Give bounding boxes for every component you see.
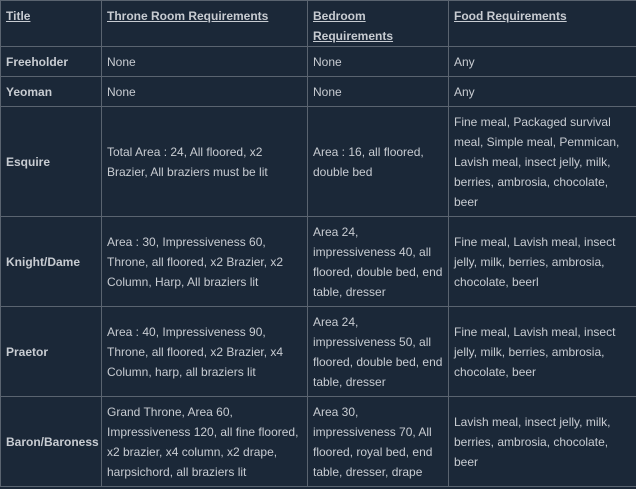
header-bedroom[interactable]: Bedroom Requirements [308, 1, 449, 47]
row-title: Yeoman [1, 77, 102, 107]
row-title: Esquire [1, 107, 102, 217]
table-row [1, 77, 636, 107]
food-cell: Fine meal, Lavish meal, insect jelly, milk, berries, ambrosia, chocolate, beer [449, 307, 636, 397]
table-row [1, 107, 636, 217]
row-title: Baron/Baroness [1, 397, 102, 487]
header-row [1, 1, 636, 47]
food-cell: Fine meal, Packaged survival meal, Simple meal, Pemmican, Lavish meal, insect jelly, milk, berries, ambrosia, chocolate, beer [449, 107, 636, 217]
table-row [1, 47, 636, 77]
food-cell: Any [449, 47, 636, 77]
throne-cell: Grand Throne, Area 60, Impressiveness 120, all fine floored, x2 brazier, x4 column, x2 drape, harpsichord, all braziers lit [102, 397, 308, 487]
table-row [1, 397, 636, 487]
header-food[interactable]: Food Requirements [449, 1, 636, 47]
bedroom-cell: Area : 16, all floored, double bed [308, 107, 449, 217]
table-row [1, 307, 636, 397]
bedroom-cell: None [308, 77, 449, 107]
food-cell: Any [449, 77, 636, 107]
row-title: Knight/Dame [1, 217, 102, 307]
throne-cell: Total Area : 24, All floored, x2 Brazier, All braziers must be lit [102, 107, 308, 217]
row-title: Praetor [1, 307, 102, 397]
food-cell: Lavish meal, insect jelly, milk, berries, ambrosia, chocolate, beer [449, 397, 636, 487]
bedroom-cell: Area 30, impressiveness 70, All floored, royal bed, end table, dresser, drape [308, 397, 449, 487]
table-row [1, 217, 636, 307]
bedroom-cell: Area 24, impressiveness 40, all floored, double bed, end table, dresser [308, 217, 449, 307]
food-cell: Fine meal, Lavish meal, insect jelly, milk, berries, ambrosia, chocolate, beerl [449, 217, 636, 307]
throne-cell: Area : 40, Impressiveness 90, Throne, all floored, x2 Brazier, x4 Column, harp, all braziers lit [102, 307, 308, 397]
bedroom-cell: Area 24, impressiveness 50, all floored, double bed, end table, dresser [308, 307, 449, 397]
row-title: Freeholder [1, 47, 102, 77]
throne-cell: None [102, 77, 308, 107]
throne-cell: Area : 30, Impressiveness 60, Throne, all floored, x2 Brazier, x2 Column, Harp, All braziers lit [102, 217, 308, 307]
header-throne-room[interactable]: Throne Room Requirements [102, 1, 308, 47]
bedroom-cell: None [308, 47, 449, 77]
throne-cell: None [102, 47, 308, 77]
header-title[interactable]: Title [1, 1, 102, 47]
